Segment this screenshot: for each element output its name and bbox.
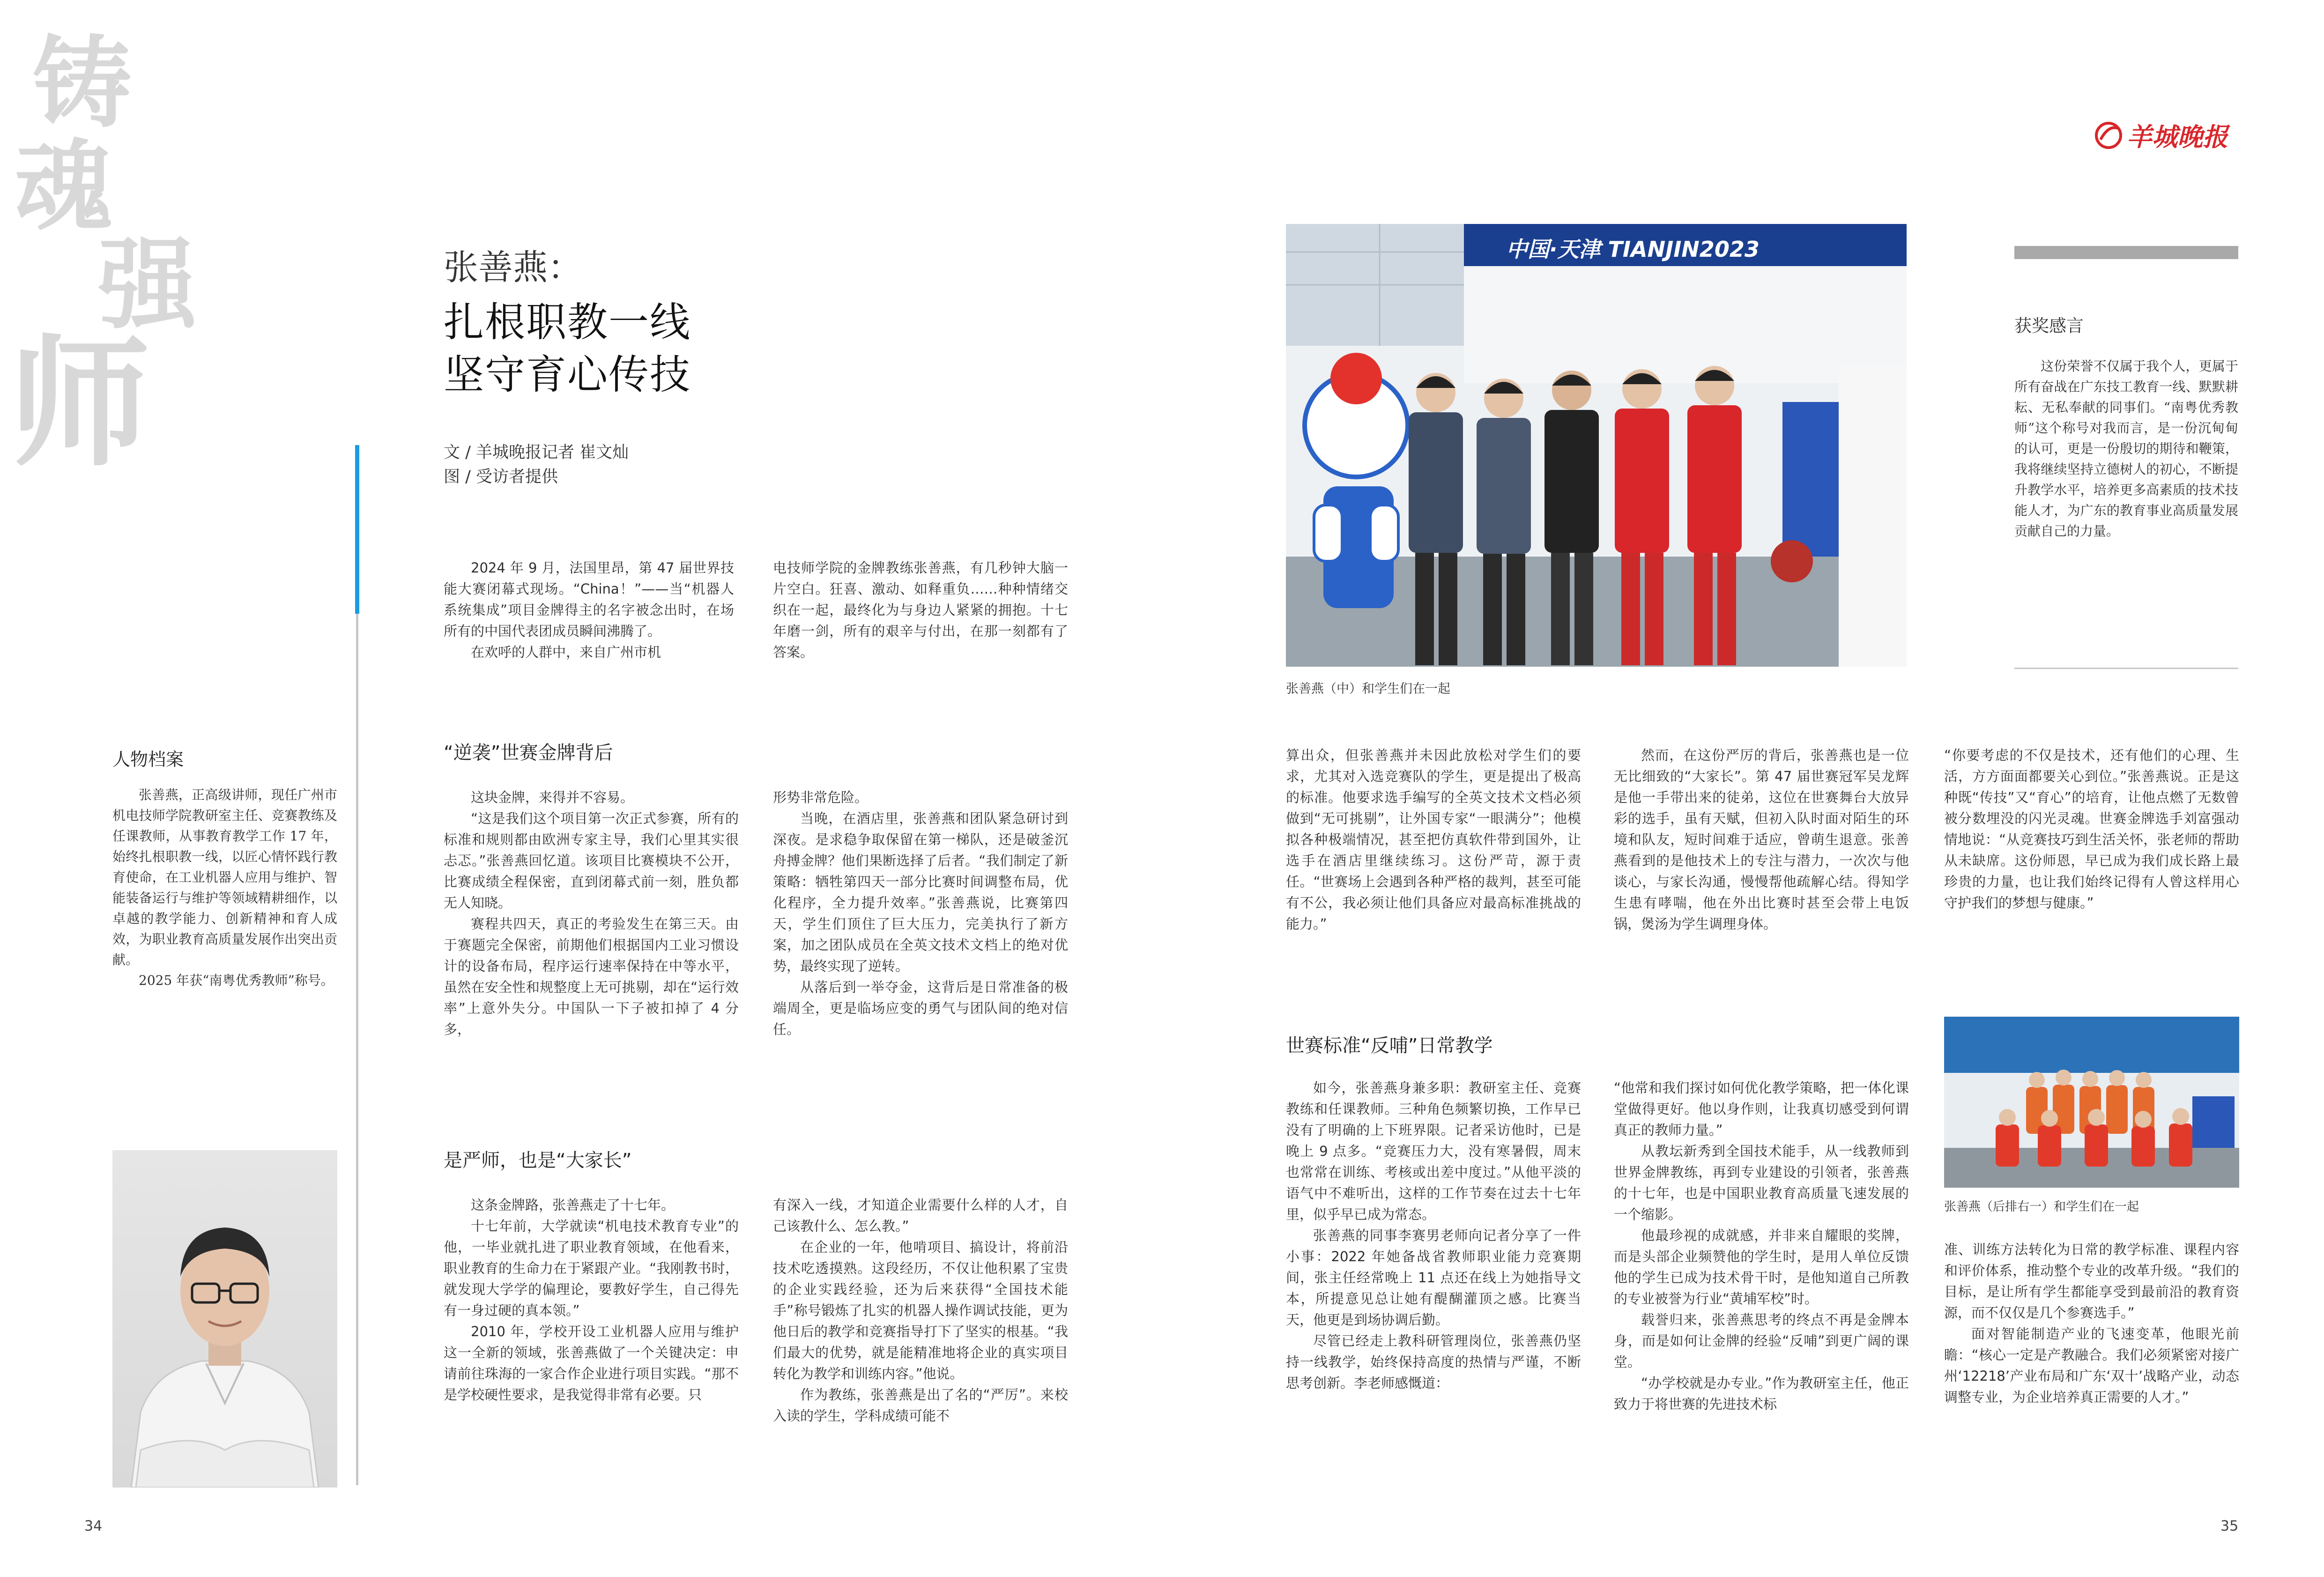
paragraph: 从落后到一举夺金，这背后是日常准备的极端周全，更是临场应变的勇气与团队间的绝对信任。 — [773, 979, 1068, 1037]
paragraph: 算出众，但张善燕并未因此放松对学生们的要求，尤其对入选竞赛队的学生，更是提出了极高的标准。他要求选手编写的全英文技术文档必须做到“无可挑剔”，让外国专家“一眼满分”；他模拟各种极端情况，甚至把仿真软件带到国外，让选手在酒店里继续练习。这份严苛，源于责任。“世赛场上会遇到各种严格的裁判，甚至可能有不公，我必须让他们具备应对最高标准挑战的能力。” — [1286, 747, 1581, 932]
paragraph: 在企业的一年，他啃项目、搞设计，将前沿技术吃透摸熟。这段经历，不仅让他积累了宝贵的企业实践经验，还为后来获得“全国技术能手”称号锻炼了扎实的机器人操作调试技能，更为他日后的教学和竞赛指导打下了坚实的根基。“我们最大的优势，就是能精准地将企业的真实项目转化为教学和训练内容。”他说。 — [773, 1239, 1068, 1382]
award-box-bar — [2014, 246, 2238, 259]
award-box-heading: 获奖感言 — [2014, 316, 2084, 336]
section1-column-1 — [444, 787, 739, 1040]
profile-body — [112, 785, 337, 991]
award-box-rule — [2014, 668, 2238, 669]
section3-heading: 世赛标准“反哺”日常教学 — [1286, 1035, 1493, 1056]
section3-column-3 — [1944, 1239, 2239, 1408]
article-title-sub: 张善燕： — [444, 247, 582, 288]
portrait-photo — [112, 1150, 337, 1488]
paragraph: “这是我们这个项目第一次正式参赛，所有的标准和规则都由欧洲专家主导，我们心里其实很忐忑。”张善燕回忆道。该项目比赛模块不公开，比赛成绩全程保密，直到闭幕式前一刻，胜负都无人知晓。 — [444, 811, 739, 911]
paragraph: 2024 年 9 月，法国里昂，第 47 届世界技能大赛闭幕式现场。“China！”——当“机器人系统集成”项目金牌得主的名字被念出时，在场所有的中国代表团成员瞬间沸腾了。 — [444, 560, 734, 639]
paragraph: 这份荣誉不仅属于我个人，更属于所有奋战在广东技工教育一线、默默耕耘、无私奉献的同事们。“南粤优秀教师”这个称号对我而言，是一份沉甸甸的认可，更是一份殷切的期待和鞭策，我将继续坚持立德树人的初心，不断提升教学水平，培养更多高素质的技术技能人才，为广东的教育事业高质量发展贡献自己的力量。 — [2014, 358, 2238, 539]
paragraph: 在欢呼的人群中，来自广州市机 — [471, 644, 661, 660]
accent-line-blue — [355, 445, 359, 614]
decor-brush-char-3: 强 — [98, 227, 197, 342]
paragraph: 准、训练方法转化为日常的教学标准、课程内容和评价体系，推动整个专业的改革升级。“我们的目标，是让所有学生都能享受到最前沿的教育资源，而不仅仅是几个参赛选手。” — [1944, 1242, 2239, 1321]
photo2-caption: 张善燕（后排右一）和学生们在一起 — [1944, 1200, 2139, 1214]
paragraph: 张善燕，正高级讲师，现任广州市机电技师学院教研室主任、竞赛教练及任课教师，从事教育教学工作 17 年，始终扎根职教一线，以匠心情怀践行教育使命，在工业机器人应用与维护、智能装备运行与维护等领域精耕细作，以卓越的教学能力、创新精神和育人成效，为职业教育高质量发展作出突出贡献。 — [112, 787, 337, 967]
section1-heading: “逆袭”世赛金牌背后 — [444, 742, 613, 764]
paragraph: 他最珍视的成就感，并非来自耀眼的奖牌，而是头部企业频赞他的学生时，是用人单位反馈他的学生已成为技术骨干时，是他知道自己所教的专业被誉为行业“黄埔军校”时。 — [1614, 1227, 1909, 1307]
section2-column-2 — [773, 1195, 1068, 1427]
logo-text: 羊城晚报 — [2127, 122, 2228, 152]
byline-photo: 图 / 受访者提供 — [444, 468, 558, 486]
section2-column-1 — [444, 1195, 739, 1406]
byline-author: 文 / 羊城晚报记者 崔文灿 — [444, 443, 629, 462]
paragraph: 这块金牌，来得并不容易。 — [471, 789, 634, 805]
page-number-right: 35 — [2220, 1518, 2239, 1534]
decor-brush-char-4: 师 — [9, 320, 150, 485]
right-column-3-top — [1944, 745, 2239, 914]
section1-column-2 — [773, 787, 1068, 1040]
paragraph: 有深入一线，才知道企业需要什么样的人才，自己该教什么、怎么教。” — [773, 1197, 1068, 1234]
newspaper-logo — [2094, 117, 2228, 153]
group-photo-team — [1944, 1017, 2239, 1188]
right-column-2-top — [1614, 745, 1909, 935]
intro-column-2 — [773, 558, 1068, 663]
paragraph: 十七年前，大学就读“机电技术教育专业”的他，一毕业就扎进了职业教育领域，在他看来，职业教育的生命力在于紧跟产业。“我刚教书时，就发现大学学的偏理论，要教好学生，自己得先有一身过硬的真本领。” — [444, 1218, 739, 1318]
decor-brush-char-1: 铸 — [33, 25, 132, 141]
paragraph: 2025 年获“南粤优秀教师”称号。 — [139, 973, 334, 988]
paragraph: 载誉归来，张善燕思考的终点不再是金牌本身，而是如何让金牌的经验“反哺”到更广阔的课堂。 — [1614, 1312, 1909, 1370]
paragraph: 张善燕的同事李赛男老师向记者分享了一件小事：2022 年她备战省教师职业能力竞赛期间，张主任经常晚上 11 点还在线上为她指导文本，所提意见总让她有醍醐灌顶之感。比赛当天，他更是到场协调后勤。 — [1286, 1227, 1581, 1328]
award-box-body — [2014, 356, 2238, 542]
banner-text: 中国·天津 TIANJIN2023 — [1506, 237, 1760, 262]
paragraph: 面对智能制造产业的飞速变革，他眼光前瞻：“核心一定是产教融合。我们必须紧密对接广州‘12218’产业布局和广东‘双十’战略产业，动态调整专业，为企业培养真正需要的人才。” — [1944, 1326, 2239, 1405]
paragraph: “你要考虑的不仅是技术，还有他们的心理、生活，方方面面都要关心到位。”张善燕说。正是这种既“传技”又“育心”的培育，让他点燃了无数曾被分数埋没的闪光灵魂。世赛金牌选手刘富强动情地说：“从竞赛技巧到生活关怀，张老师的帮助从未缺席。这份师恩，早已成为我们成长路上最珍贵的力量，也让我们始终记得有人曾这样用心守护我们的梦想与健康。” — [1944, 747, 2239, 911]
paragraph: 当晚，在酒店里，张善燕和团队紧急研讨到深夜。是求稳争取保留在第一梯队，还是破釜沉舟搏金牌？他们果断选择了后者。“我们制定了新策略：牺牲第四天一部分比赛时间调整布局，优化程序，全力提升效率。”张善燕说，比赛第四天，学生们顶住了巨大压力，完美执行了新方案，加之团队成员在全英文技术文档上的绝对优势，最终实现了逆转。 — [773, 811, 1068, 974]
paragraph: 2010 年，学校开设工业机器人应用与维护这一全新的领域，张善燕做了一个关键决定：申请前往珠海的一家合作企业进行项目实践。“那不是学校硬性要求，是我觉得非常有必要。只 — [444, 1324, 739, 1403]
section2-heading: 是严师，也是“大家长” — [444, 1150, 632, 1171]
article-title-line2: 坚守育心传技 — [444, 351, 691, 398]
paragraph: 然而，在这份严厉的背后，张善燕也是一位无比细致的“大家长”。第 47 届世赛冠军吴龙辉是他一手带出来的徒弟，这位在世赛舞台大放异彩的选手，虽有天赋，但初入队时面对陌生的环境和队友，短时间难于适应，曾萌生退意。张善燕看到的是他技术上的专注与潜力，一次次与他谈心，与家长沟通，慢慢帮他疏解心结。得知学生患有哮喘，他在外出比赛时甚至会带上电饭锅，煲汤为学生调理身体。 — [1614, 747, 1909, 932]
paragraph: 形势非常危险。 — [773, 789, 869, 805]
page-number-left: 34 — [84, 1518, 103, 1534]
section3-column-1 — [1286, 1078, 1581, 1394]
paragraph: 作为教练，张善燕是出了名的“严厉”。来校入读的学生，学科成绩可能不 — [773, 1387, 1068, 1424]
paragraph: 这条金牌路，张善燕走了十七年。 — [471, 1197, 675, 1213]
paragraph: “他常和我们探讨如何优化教学策略，把一体化课堂做得更好。他以身作则，让我真切感受到何谓真正的教师力量。” — [1614, 1080, 1909, 1138]
paragraph: 赛程共四天，真正的考验发生在第三天。由于赛题完全保密，前期他们根据国内工业习惯设计的设备布局，程序运行速率保持在中等水平，虽然在安全性和规整度上无可挑剔，却在“运行效率”上意外失分。中国队一下子被扣掉了 4 分多， — [444, 916, 739, 1037]
group-photo-tianjin — [1286, 224, 1907, 667]
article-title-line1: 扎根职教一线 — [444, 299, 691, 346]
paragraph: 如今，张善燕身兼多职：教研室主任、竞赛教练和任课教师。三种角色频繁切换，工作早已没有了明确的上下班界限。记者采访他时，已是晚上 9 点多。“竞赛压力大，没有寒暑假，周末也常常在训练、考核或出差中度过。”从他平淡的语气中不难听出，这样的工作节奏在过去十七年里，似乎早已成为常态。 — [1286, 1080, 1581, 1222]
photo1-caption: 张善燕（中）和学生们在一起 — [1286, 682, 1450, 696]
paragraph: 尽管已经走上教科研管理岗位，张善燕仍坚持一线教学，始终保持高度的热情与严谨，不断思考创新。李老师感慨道： — [1286, 1333, 1581, 1391]
paragraph: 从教坛新秀到全国技术能手，从一线教师到世界金牌教练，再到专业建设的引领者，张善燕的十七年，也是中国职业教育高质量飞速发展的一个缩影。 — [1614, 1143, 1909, 1222]
paragraph: “办学校就是办专业。”作为教研室主任，他正致力于将世赛的先进技术标 — [1614, 1375, 1909, 1412]
paragraph: 电技师学院的金牌教练张善燕，有几秒钟大脑一片空白。狂喜、激动、如释重负……种种情绪交织在一起，最终化为与身边人紧紧的拥抱。十七年磨一剑，所有的艰辛与付出，在那一刻都有了答案。 — [773, 560, 1068, 660]
section3-column-2 — [1614, 1078, 1909, 1415]
intro-column-1 — [444, 558, 734, 663]
right-column-1-top — [1286, 745, 1581, 935]
decor-brush-char-2: 魂 — [14, 128, 113, 244]
profile-heading: 人物档案 — [112, 749, 184, 770]
logo-mark-icon — [2094, 121, 2123, 150]
